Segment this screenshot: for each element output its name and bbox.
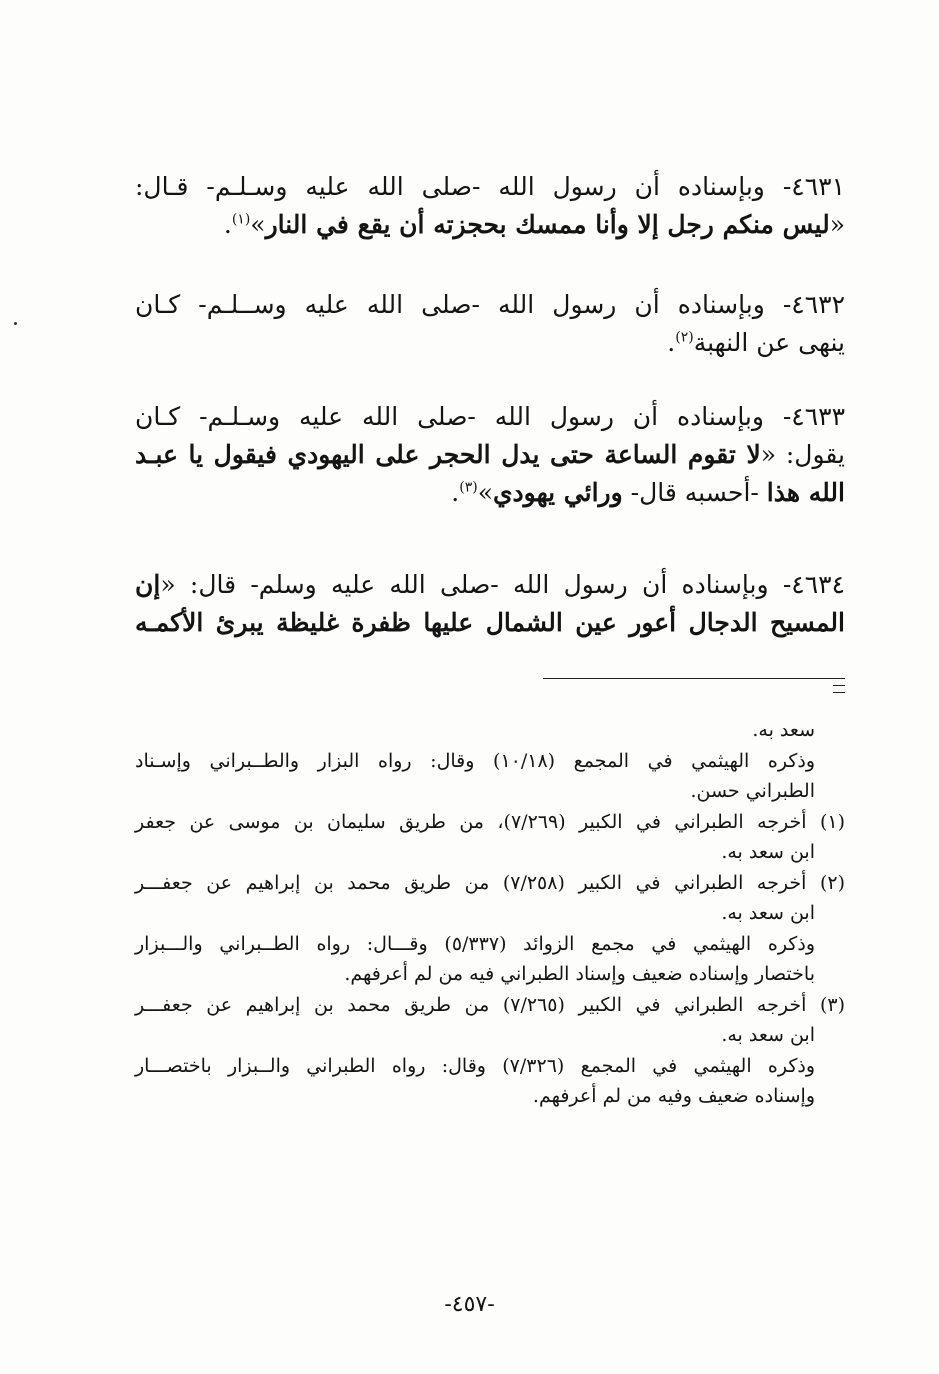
line-text: ينهى عن النهبة [693, 328, 845, 357]
text-line: ٤٦٣١- وبإسناده أن رسول الله -صلى الله عليه وسـلـم- قـال: [135, 172, 845, 201]
quote-open: « [829, 210, 845, 239]
footnote-line: الطبراني حسن. [690, 780, 815, 802]
line-text: ٤٦٣٤- وبإسناده أن رسول الله -صلى الله عليه وسلم- قال: « [160, 570, 845, 599]
hadith-matn: ليس منكم رجل إلا وأنا ممسك بحجزته أن يقع في النار [265, 210, 830, 239]
footnote-line: ابن سعد به. [721, 1024, 815, 1046]
footnote-line: (٢) أخرجه الطبراني في الكبير (٧/٢٥٨) من طريق محمد بن إبراهيم عن جعفـــر [135, 871, 845, 894]
footnote-ref: (٣) [459, 479, 478, 496]
period: . [451, 478, 460, 507]
hadith-matn: لا تقوم الساعة حتى يدل الحجر على اليهودي فيقول يا عبـد [135, 440, 761, 469]
footnote-line: وذكره الهيثمي في مجمع الزوائد (٥/٣٣٧) وقـــال: رواه الطــبراني والـــبزار [135, 932, 815, 955]
footnote-line: سعد به. [752, 719, 815, 741]
narrator-aside: -أحسبه قال- [622, 478, 767, 507]
page-number: -٤٥٧- [444, 1292, 495, 1317]
text-line [135, 206, 845, 244]
text-line [135, 324, 845, 362]
footnote-line: وإسناده ضعيف وفيه من لم أعرفهم. [532, 1085, 815, 1107]
hadith-matn: ورائي يهودي [492, 478, 623, 507]
hadith-4634 [135, 566, 845, 642]
hadith-4631 [135, 168, 845, 244]
stray-dot [14, 322, 17, 325]
hadith-matn: المسيح الدجال أعور عين الشمال عليها ظفرة غليظة يبرئ الأكمـه [135, 608, 845, 637]
footnote-ref: (١) [231, 211, 251, 228]
footnote-ref: (٢) [675, 329, 694, 346]
hadith-matn: الله هذا [766, 478, 845, 507]
line-text: يقول: « [760, 440, 845, 469]
footnote-line: وذكره الهيثمي في المجمع (٧/٣٢٦) وقال: رواه الطبراني والــبزار باختصـــار [135, 1054, 816, 1077]
footnotes [135, 715, 845, 1112]
text-line [135, 436, 845, 474]
footnote-line: ابن سعد به. [721, 841, 815, 863]
text-line [135, 566, 845, 604]
quote-close: » [477, 478, 493, 507]
footnote-line: وذكره الهيثمي في المجمع (١٠/١٨) وقال: رواه البزار والطــبراني وإسـناد [135, 749, 815, 772]
quote-close: » [250, 210, 266, 239]
period: . [223, 210, 232, 239]
hadith-matn: إن [135, 570, 161, 599]
text-line [135, 604, 845, 642]
hadith-4633 [135, 398, 845, 512]
period: . [667, 328, 676, 357]
text-line [135, 474, 845, 512]
footnote-separator [543, 678, 845, 679]
text-line: ٤٦٣٣- وبإسناده أن رسول الله -صلى الله عليه وسـلـم- كـان [135, 402, 845, 431]
footnote-line: (١) أخرجه الطبراني في الكبير (٧/٢٦٩)، من طريق سليمان بن موسى عن جعفر [135, 810, 845, 833]
continuation-mark [833, 685, 845, 693]
footnote-line: ابن سعد به. [721, 902, 815, 924]
footnote-line: (٣) أخرجه الطبراني في الكبير (٧/٢٦٥) من طريق محمد بن إبراهيم عن جعفـــر [135, 993, 845, 1016]
hadith-4632 [135, 286, 845, 362]
footnote-line: باختصار وإسناده ضعيف وإسناد الطبراني فيه من لم أعرفهم. [344, 963, 815, 985]
text-line: ٤٦٣٢- وبإسناده أن رسول الله -صلى الله عليه وســلـم- كـان [135, 290, 845, 319]
